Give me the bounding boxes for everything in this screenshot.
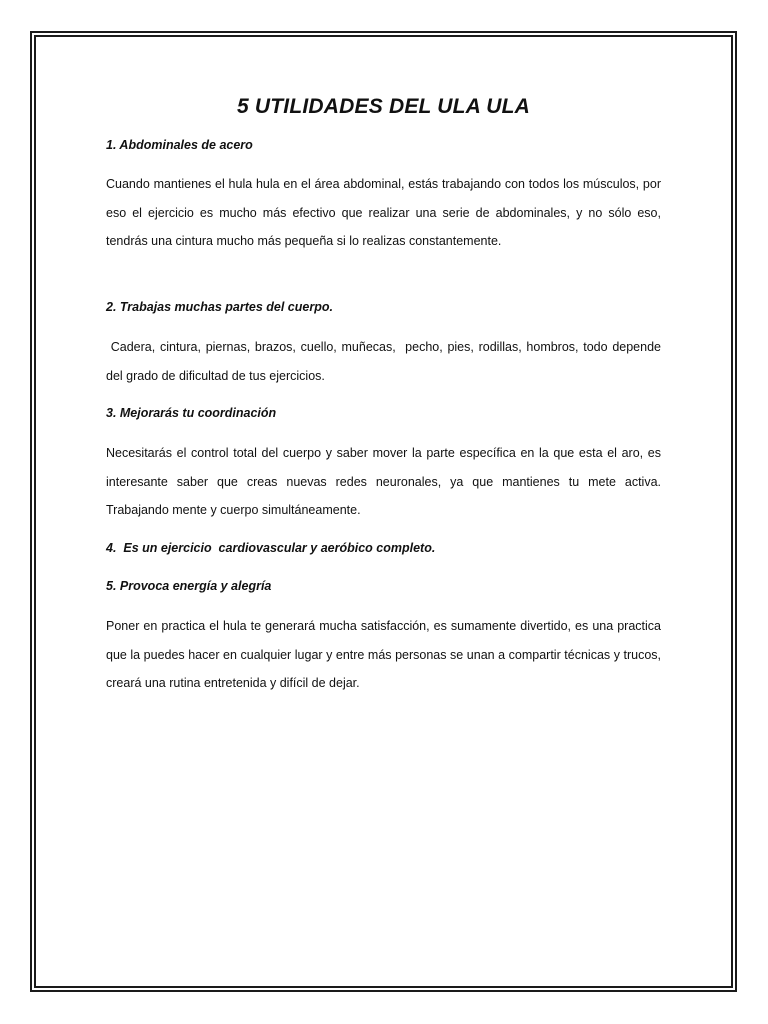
section-2-body: Cadera, cintura, piernas, brazos, cuello, muñecas, pecho, pies, rodillas, hombros, todo depende del grado de dificultad de tus ejercicios. (106, 340, 665, 383)
section-1-body: Cuando mantienes el hula hula en el área abdominal, estás trabajando con todos los músculos, por eso el ejercicio es mucho más efectivo que realizar una serie de abdominales, y no sólo eso, tendrás una cintura mucho más pequeña si lo realizas constantemente. (106, 177, 661, 248)
section-5-heading: 5. Provoca energía y alegría (106, 579, 272, 593)
section-4-heading: 4. Es un ejercicio cardiovascular y aeróbico completo. (106, 541, 436, 555)
section-3-heading: 3. Mejorarás tu coordinación (106, 406, 277, 420)
document-title: 5 UTILIDADES DEL ULA ULA (237, 95, 530, 118)
section-5-body: Poner en practica el hula te generará mucha satisfacción, es sumamente divertido, es una practica que la puedes hacer en cualquier lugar y entre más personas se unan a compartir técnicas y trucos, creará una rutina entretenida y difícil de dejar. (106, 619, 661, 690)
section-2-heading: 2. Trabajas muchas partes del cuerpo. (106, 300, 333, 314)
section-3-body: Necesitarás el control total del cuerpo y saber mover la parte específica en la que esta el aro, es interesante saber que creas nuevas redes neuronales, ya que mantienes tu mete activa. Trabajando mente y cuerpo simultáneamente. (106, 446, 661, 517)
section-1-heading: 1. Abdominales de acero (106, 138, 253, 152)
